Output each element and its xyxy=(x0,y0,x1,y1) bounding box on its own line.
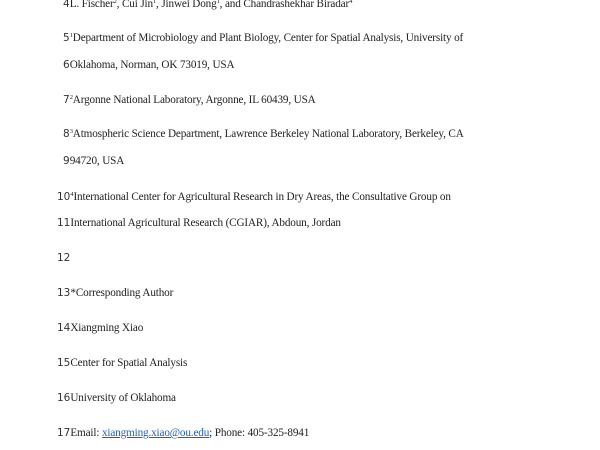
line-11 xyxy=(57,216,341,230)
affiliation-text: International Center for Agricultural Research in Dry Areas, the Consultative Group on xyxy=(73,191,451,203)
line-number: 5 xyxy=(63,32,70,44)
line-number: 10 xyxy=(57,191,71,203)
line-number: 15 xyxy=(57,357,71,369)
line-8 xyxy=(63,127,464,141)
affiliation-text: Argonne National Laboratory, Argonne, IL 60439, USA xyxy=(72,94,316,106)
author-name: L. Fischer xyxy=(69,0,114,10)
line-number: 16 xyxy=(57,392,71,404)
line-number: 9 xyxy=(63,155,70,167)
corresponding-author-center: Center for Spatial Analysis xyxy=(70,357,188,369)
affiliation-marker: 1 xyxy=(69,32,73,39)
author-name: , Cui Jin xyxy=(116,0,153,10)
affiliation-marker: 3 xyxy=(69,128,73,135)
line-14 xyxy=(57,321,143,335)
line-17 xyxy=(57,426,309,440)
affiliation-text: 94720, USA xyxy=(69,155,125,167)
affiliation-marker: 2 xyxy=(69,94,73,101)
corresponding-author-name: Xiangming Xiao xyxy=(70,322,144,334)
line-5 xyxy=(63,31,463,45)
line-number: 13 xyxy=(57,287,71,299)
line-7 xyxy=(63,93,316,107)
affiliation-marker: 4 xyxy=(70,191,74,198)
author-name: , Jinwei Dong xyxy=(156,0,217,10)
affiliation-marker: 1 xyxy=(152,0,157,5)
line-16 xyxy=(57,391,176,405)
affiliation-text: International Agricultural Research (CGIAR), Abdoun, Jordan xyxy=(70,217,341,229)
affiliation-marker: 4 xyxy=(349,0,353,5)
line-number: 4 xyxy=(63,0,70,10)
author-list xyxy=(70,0,352,10)
line-12 xyxy=(57,251,70,265)
affiliation-text: Oklahoma, Norman, OK 73019, USA xyxy=(69,59,235,71)
line-number: 14 xyxy=(57,322,71,334)
affiliation-text: Department of Microbiology and Plant Biology, Center for Spatial Analysis, University of xyxy=(72,32,464,44)
line-number: 17 xyxy=(57,427,71,439)
affiliation-text: Atmospheric Science Department, Lawrence Berkeley National Laboratory, Berkeley, CA xyxy=(72,128,464,140)
line-15 xyxy=(57,356,187,370)
line-13 xyxy=(57,286,173,300)
line-number: 7 xyxy=(63,94,70,106)
line-number: 6 xyxy=(63,59,70,71)
phone-label: ; Phone: xyxy=(209,427,248,439)
line-number: 11 xyxy=(57,217,71,229)
line-10 xyxy=(57,190,451,204)
corresponding-author-heading: *Corresponding Author xyxy=(70,287,174,299)
email-label: Email: xyxy=(70,427,102,439)
author-name: , and Chandrashekhar Biradar xyxy=(219,0,350,10)
corresponding-author-university: University of Oklahoma xyxy=(70,392,176,404)
affiliation-marker: 2 xyxy=(113,0,117,5)
line-4 xyxy=(63,0,352,11)
affiliation-marker: 1 xyxy=(216,0,220,5)
line-6 xyxy=(63,58,234,72)
email-link[interactable]: xiangming.xiao@ou.edu xyxy=(101,427,210,439)
line-9 xyxy=(63,154,124,168)
line-number: 12 xyxy=(57,252,71,264)
line-number: 8 xyxy=(63,128,70,140)
phone-number: 405-325-8941 xyxy=(247,427,310,439)
